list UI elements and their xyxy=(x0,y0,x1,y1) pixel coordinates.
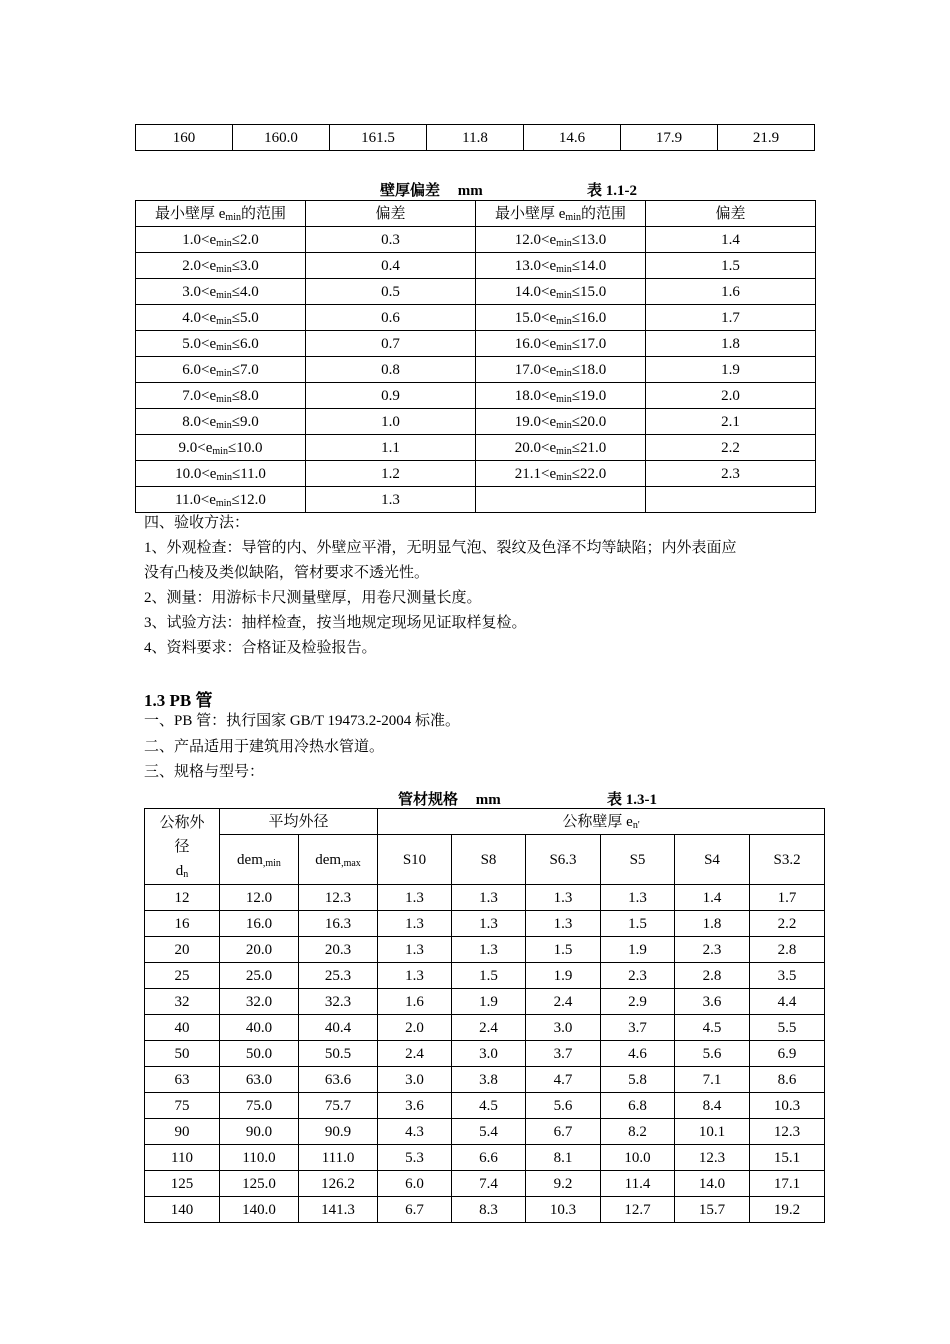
deviation-cell: 1.1 xyxy=(306,435,476,461)
table-number: 表 1.1-2 xyxy=(587,183,637,199)
header-series: S10 xyxy=(378,835,452,885)
table-cell: 12.3 xyxy=(299,885,378,911)
table-header-row xyxy=(145,809,825,835)
table-cell: 6.6 xyxy=(452,1145,526,1171)
table-cell: 15.1 xyxy=(750,1145,825,1171)
range-cell: $11.0<e_{min}\le 12.0$ xyxy=(136,487,306,513)
range-cell: $7.0<e_{min}\le 8.0$ xyxy=(136,383,306,409)
table-cell: 1.3 xyxy=(378,911,452,937)
table-row xyxy=(145,1119,825,1145)
table-cell: 2.9 xyxy=(601,989,675,1015)
table-cell: 4.4 xyxy=(750,989,825,1015)
table-cell: 2.4 xyxy=(378,1041,452,1067)
table-cell: 6.7 xyxy=(526,1119,601,1145)
table-cell: 25.3 xyxy=(299,963,378,989)
table-cell: 17.9 xyxy=(621,125,718,151)
table-row xyxy=(145,989,825,1015)
table-cell: 1.3 xyxy=(378,937,452,963)
table-cell: 126.2 xyxy=(299,1171,378,1197)
table-cell: 3.6 xyxy=(378,1093,452,1119)
table-cell: 10.0 xyxy=(601,1145,675,1171)
table-cell: 1.3 xyxy=(452,911,526,937)
table-cell: 50.5 xyxy=(299,1041,378,1067)
table-cell: 2.8 xyxy=(675,963,750,989)
table-cell: 1.3 xyxy=(452,937,526,963)
deviation-cell: 2.1 xyxy=(646,409,816,435)
table-cell: 14.0 xyxy=(675,1171,750,1197)
table-row xyxy=(145,911,825,937)
table-row xyxy=(145,1093,825,1119)
acceptance-item-1-cont: 没有凸棱及类似缺陷，管材要求不透光性。 xyxy=(144,565,430,581)
table-row xyxy=(145,963,825,989)
table-cell: 90.0 xyxy=(220,1119,299,1145)
caption-title: 壁厚偏差 xyxy=(380,183,441,199)
table-cell: 6.7 xyxy=(378,1197,452,1223)
table-cell: 1.9 xyxy=(526,963,601,989)
table-cell: 3.6 xyxy=(675,989,750,1015)
header-series: S8 xyxy=(452,835,526,885)
table-cell: 12.0 xyxy=(220,885,299,911)
table-cell: 75.7 xyxy=(299,1093,378,1119)
table-cell: 10.3 xyxy=(750,1093,825,1119)
acceptance-item-3: 3、试验方法：抽样检查，按当地规定现场见证取样复检。 xyxy=(144,615,527,631)
header-deviation: 偏差 xyxy=(646,201,816,227)
table-cell: 90.9 xyxy=(299,1119,378,1145)
table-cell: 12.3 xyxy=(750,1119,825,1145)
header-nominal-wall: 公称壁厚 $e_{n'}$ xyxy=(378,809,825,835)
table-cell: 8.1 xyxy=(526,1145,601,1171)
deviation-cell: 1.7 xyxy=(646,305,816,331)
table-cell: 1.7 xyxy=(750,885,825,911)
table-cell: 40.4 xyxy=(299,1015,378,1041)
table-cell: 3.0 xyxy=(452,1041,526,1067)
table-cell: 1.5 xyxy=(601,911,675,937)
table-subheader-row xyxy=(145,835,825,885)
table-cell: 2.3 xyxy=(601,963,675,989)
table-cell: 1.8 xyxy=(675,911,750,937)
table-cell: 2.4 xyxy=(452,1015,526,1041)
table-cell: 63.0 xyxy=(220,1067,299,1093)
table-cell: 7.1 xyxy=(675,1067,750,1093)
table-header-row xyxy=(136,201,816,227)
table-cell: 4.5 xyxy=(452,1093,526,1119)
table-cell: 110.0 xyxy=(220,1145,299,1171)
range-cell: $10.0<e_{min}\le 11.0$ xyxy=(136,461,306,487)
acceptance-heading: 四、验收方法： xyxy=(144,515,250,531)
table-cell: 2.0 xyxy=(378,1015,452,1041)
deviation-cell: 2.2 xyxy=(646,435,816,461)
deviation-cell: 1.5 xyxy=(646,253,816,279)
table-cell: 1.3 xyxy=(452,885,526,911)
table-cell: 1.9 xyxy=(601,937,675,963)
table-cell: 32.0 xyxy=(220,989,299,1015)
table-cell: 14.6 xyxy=(524,125,621,151)
deviation-cell: 1.3 xyxy=(306,487,476,513)
table-cell: 160.0 xyxy=(233,125,330,151)
table-cell: 10.3 xyxy=(526,1197,601,1223)
deviation-cell: 0.8 xyxy=(306,357,476,383)
table-cell: 140.0 xyxy=(220,1197,299,1223)
table-cell: 5.6 xyxy=(526,1093,601,1119)
table-row xyxy=(136,279,816,305)
header-dem-max: dem$_{,max}$ xyxy=(299,835,378,885)
table-cell: 3.0 xyxy=(526,1015,601,1041)
continued-table-row xyxy=(135,124,815,151)
deviation-cell: 1.4 xyxy=(646,227,816,253)
range-cell xyxy=(476,487,646,513)
header-range: 最小壁厚 $e_{min}$的范围 xyxy=(136,201,306,227)
section-title: 1.3 PB 管 xyxy=(144,691,213,710)
table-cell: 6.9 xyxy=(750,1041,825,1067)
table-cell: 1.6 xyxy=(378,989,452,1015)
table-cell: 63 xyxy=(145,1067,220,1093)
table-row xyxy=(136,305,816,331)
table-cell: 11.4 xyxy=(601,1171,675,1197)
deviation-cell: 0.5 xyxy=(306,279,476,305)
table-cell: 1.5 xyxy=(526,937,601,963)
table-cell: 3.7 xyxy=(526,1041,601,1067)
range-cell: $2.0<e_{min}\le 3.0$ xyxy=(136,253,306,279)
table-cell: 19.2 xyxy=(750,1197,825,1223)
table-cell: 3.8 xyxy=(452,1067,526,1093)
range-cell: $16.0<e_{min}\le 17.0$ xyxy=(476,331,646,357)
table-cell: 20.3 xyxy=(299,937,378,963)
caption-unit: mm xyxy=(475,792,501,808)
table-cell: 20.0 xyxy=(220,937,299,963)
table-row xyxy=(145,937,825,963)
header-dem-min: dem$_{,min}$ xyxy=(220,835,299,885)
table-cell: 1.4 xyxy=(675,885,750,911)
deviation-cell: 2.0 xyxy=(646,383,816,409)
range-cell: $5.0<e_{min}\le 6.0$ xyxy=(136,331,306,357)
range-cell: $19.0<e_{min}\le 20.0$ xyxy=(476,409,646,435)
table-cell: 63.6 xyxy=(299,1067,378,1093)
table-cell: 2.8 xyxy=(750,937,825,963)
table-cell: 9.2 xyxy=(526,1171,601,1197)
range-cell: $4.0<e_{min}\le 5.0$ xyxy=(136,305,306,331)
range-cell: $18.0<e_{min}\le 19.0$ xyxy=(476,383,646,409)
range-cell: $21.1<e_{min}\le 22.0$ xyxy=(476,461,646,487)
range-cell: $9.0<e_{min}\le 10.0$ xyxy=(136,435,306,461)
table-cell: 12 xyxy=(145,885,220,911)
table-cell: 12.3 xyxy=(675,1145,750,1171)
table-cell: 5.5 xyxy=(750,1015,825,1041)
table-row xyxy=(136,383,816,409)
table-cell: 110 xyxy=(145,1145,220,1171)
range-cell: $12.0<e_{min}\le 13.0$ xyxy=(476,227,646,253)
table-row xyxy=(145,1145,825,1171)
table-cell: 90 xyxy=(145,1119,220,1145)
table-cell: 141.3 xyxy=(299,1197,378,1223)
table-cell: 8.4 xyxy=(675,1093,750,1119)
header-nominal-diameter: 公称外 径 $d_n$ xyxy=(145,809,220,885)
table-cell: 2.2 xyxy=(750,911,825,937)
table-row xyxy=(136,409,816,435)
table-cell: 16.0 xyxy=(220,911,299,937)
table-cell: 140 xyxy=(145,1197,220,1223)
table-cell: 75.0 xyxy=(220,1093,299,1119)
range-cell: $14.0<e_{min}\le 15.0$ xyxy=(476,279,646,305)
table-cell: 7.4 xyxy=(452,1171,526,1197)
table-row xyxy=(145,1067,825,1093)
table-cell: 1.5 xyxy=(452,963,526,989)
table-cell: 5.6 xyxy=(675,1041,750,1067)
table-cell: 125.0 xyxy=(220,1171,299,1197)
header-series: S3.2 xyxy=(750,835,825,885)
table-number: 表 1.3-1 xyxy=(607,792,657,808)
deviation-cell: 1.0 xyxy=(306,409,476,435)
table-row xyxy=(145,1015,825,1041)
table-cell: 50.0 xyxy=(220,1041,299,1067)
header-series: S6.3 xyxy=(526,835,601,885)
table-cell: 3.5 xyxy=(750,963,825,989)
range-cell: $15.0<e_{min}\le 16.0$ xyxy=(476,305,646,331)
table-row xyxy=(145,885,825,911)
range-cell: $17.0<e_{min}\le 18.0$ xyxy=(476,357,646,383)
deviation-cell: 1.6 xyxy=(646,279,816,305)
deviation-cell: 2.3 xyxy=(646,461,816,487)
table-row xyxy=(136,357,816,383)
section-line-1: 一、PB 管：执行国家 GB/T 19473.2-2004 标准。 xyxy=(144,713,460,729)
pipe-spec-table xyxy=(144,808,825,1223)
acceptance-item-4: 4、资料要求：合格证及检验报告。 xyxy=(144,640,377,656)
table-cell: 5.8 xyxy=(601,1067,675,1093)
table-row xyxy=(136,253,816,279)
table-caption xyxy=(398,788,501,809)
table-cell: 50 xyxy=(145,1041,220,1067)
deviation-cell: 1.9 xyxy=(646,357,816,383)
table-cell: 2.3 xyxy=(675,937,750,963)
table-cell: 111.0 xyxy=(299,1145,378,1171)
range-cell: $20.0<e_{min}\le 21.0$ xyxy=(476,435,646,461)
caption-unit: mm xyxy=(457,183,483,199)
table-cell: 4.3 xyxy=(378,1119,452,1145)
table-cell: 10.1 xyxy=(675,1119,750,1145)
table-cell: 2.4 xyxy=(526,989,601,1015)
deviation-cell: 0.9 xyxy=(306,383,476,409)
caption-title: 管材规格 xyxy=(398,792,459,808)
table-cell: 21.9 xyxy=(718,125,815,151)
table-cell: 11.8 xyxy=(427,125,524,151)
range-cell: $3.0<e_{min}\le 4.0$ xyxy=(136,279,306,305)
table-row xyxy=(136,227,816,253)
deviation-cell: 0.4 xyxy=(306,253,476,279)
range-cell: $8.0<e_{min}\le 9.0$ xyxy=(136,409,306,435)
table-cell: 1.3 xyxy=(378,963,452,989)
table-cell: 75 xyxy=(145,1093,220,1119)
table-cell: 6.8 xyxy=(601,1093,675,1119)
table-cell: 3.0 xyxy=(378,1067,452,1093)
table-cell: 25.0 xyxy=(220,963,299,989)
table-cell: 4.5 xyxy=(675,1015,750,1041)
deviation-cell: 0.6 xyxy=(306,305,476,331)
deviation-cell: 0.7 xyxy=(306,331,476,357)
header-average-diameter: 平均外径 xyxy=(220,809,378,835)
section-line-3: 三、规格与型号： xyxy=(144,764,265,780)
table-cell: 1.9 xyxy=(452,989,526,1015)
header-series: S5 xyxy=(601,835,675,885)
table-row xyxy=(136,461,816,487)
table-cell: 1.3 xyxy=(526,885,601,911)
table-cell: 32 xyxy=(145,989,220,1015)
table-cell: 16.3 xyxy=(299,911,378,937)
table-caption xyxy=(380,179,483,200)
table-cell: 20 xyxy=(145,937,220,963)
deviation-cell: 1.8 xyxy=(646,331,816,357)
table-cell: 1.3 xyxy=(526,911,601,937)
range-cell: $1.0<e_{min}\le 2.0$ xyxy=(136,227,306,253)
table-cell: 1.3 xyxy=(378,885,452,911)
table-cell: 16 xyxy=(145,911,220,937)
table-row xyxy=(145,1041,825,1067)
table-cell: 8.3 xyxy=(452,1197,526,1223)
table-cell: 40 xyxy=(145,1015,220,1041)
deviation-cell: 0.3 xyxy=(306,227,476,253)
table-cell: 15.7 xyxy=(675,1197,750,1223)
deviation-cell: 1.2 xyxy=(306,461,476,487)
acceptance-item-1: 1、外观检查：导管的内、外壁应平滑，无明显气泡、裂纹及色泽不均等缺陷；内外表面应 xyxy=(144,540,737,556)
table-row xyxy=(136,435,816,461)
table-cell: 12.7 xyxy=(601,1197,675,1223)
table-cell: 160 xyxy=(136,125,233,151)
table-cell: 25 xyxy=(145,963,220,989)
table-row xyxy=(145,1171,825,1197)
table-cell: 1.3 xyxy=(601,885,675,911)
table-row xyxy=(136,487,816,513)
table-cell: 4.7 xyxy=(526,1067,601,1093)
table-cell: 3.7 xyxy=(601,1015,675,1041)
table-cell: 6.0 xyxy=(378,1171,452,1197)
section-line-2: 二、产品适用于建筑用冷热水管道。 xyxy=(144,739,385,755)
header-series: S4 xyxy=(675,835,750,885)
acceptance-item-2: 2、测量：用游标卡尺测量壁厚，用卷尺测量长度。 xyxy=(144,590,482,606)
table-row xyxy=(136,331,816,357)
table-cell: 17.1 xyxy=(750,1171,825,1197)
table-cell: 4.6 xyxy=(601,1041,675,1067)
table-cell: 8.6 xyxy=(750,1067,825,1093)
table-cell: 125 xyxy=(145,1171,220,1197)
deviation-cell xyxy=(646,487,816,513)
table-row xyxy=(145,1197,825,1223)
table-cell: 32.3 xyxy=(299,989,378,1015)
table-cell: 40.0 xyxy=(220,1015,299,1041)
header-deviation: 偏差 xyxy=(306,201,476,227)
range-cell: $6.0<e_{min}\le 7.0$ xyxy=(136,357,306,383)
wall-thickness-deviation-table xyxy=(135,200,816,513)
table-cell: 161.5 xyxy=(330,125,427,151)
header-range: 最小壁厚 $e_{min}$的范围 xyxy=(476,201,646,227)
table-cell: 5.3 xyxy=(378,1145,452,1171)
table-cell: 8.2 xyxy=(601,1119,675,1145)
table-cell: 5.4 xyxy=(452,1119,526,1145)
range-cell: $13.0<e_{min}\le 14.0$ xyxy=(476,253,646,279)
